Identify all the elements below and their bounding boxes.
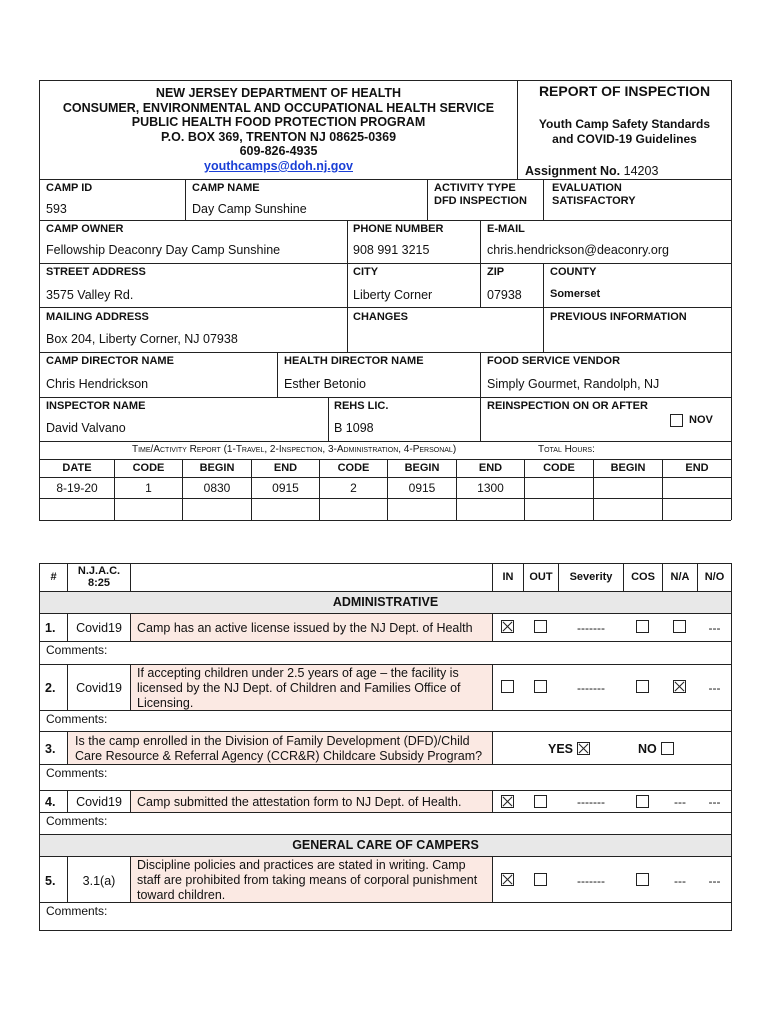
col-out: OUT <box>529 571 553 583</box>
agency-header <box>40 86 517 174</box>
item2-cos-checkbox[interactable] <box>636 680 649 693</box>
item-text-line: Licensing. <box>137 696 194 710</box>
camp-id-value: 593 <box>46 202 67 216</box>
email-label: E-MAIL <box>487 223 525 235</box>
health-director-value: Esther Betonio <box>284 377 366 391</box>
item5-in-checkbox[interactable] <box>501 873 514 886</box>
street-value: 3575 Valley Rd. <box>46 288 134 302</box>
col-na: N/A <box>670 571 690 583</box>
item-text-line: staff are prohibited from taking means of corporal punishment <box>137 873 478 887</box>
col-end-3: END <box>685 462 709 474</box>
item-number: 3. <box>45 742 56 756</box>
time-cell: 0915 <box>408 481 436 495</box>
item-text-line: toward children. <box>137 888 226 902</box>
time-cell: 1300 <box>477 481 504 495</box>
camp-name-value: Day Camp Sunshine <box>192 202 307 216</box>
item1-no: --- <box>708 621 721 635</box>
col-severity: Severity <box>569 571 613 583</box>
item3-yes-label: YES <box>548 742 574 756</box>
inspector-label: INSPECTOR NAME <box>46 400 146 412</box>
item3-no-checkbox[interactable] <box>661 742 674 755</box>
city-value: Liberty Corner <box>353 288 433 302</box>
item-text-line: licensed by the NJ Dept. of Children and Families Office of <box>137 681 461 695</box>
col-begin-3: BEGIN <box>610 462 646 474</box>
item-code: Covid19 <box>76 681 122 695</box>
section-administrative: ADMINISTRATIVE <box>332 595 439 609</box>
item-text: Camp has an active license issued by the NJ Dept. of Health <box>137 621 473 635</box>
item2-severity: ------- <box>577 681 605 695</box>
item-text-line: Discipline policies and practices are stated in writing. Camp <box>137 858 466 872</box>
item4-cos-checkbox[interactable] <box>636 795 649 808</box>
item-text: Camp submitted the attestation form to NJ Dept. of Health. <box>137 795 462 809</box>
assignment <box>525 164 658 178</box>
county-value: Somerset <box>550 288 601 300</box>
col-njac <box>68 565 130 589</box>
agency-phone: 609-826-4935 <box>239 144 318 159</box>
item2-comments-label: Comments: <box>46 712 108 726</box>
camp-id-label: CAMP ID <box>46 182 93 194</box>
food-vendor-label: FOOD SERVICE VENDOR <box>487 355 621 367</box>
item5-na: --- <box>674 874 686 888</box>
mailing-value: Box 204, Liberty Corner, NJ 07938 <box>46 332 238 346</box>
item-text <box>137 858 477 903</box>
time-cell: 2 <box>350 481 357 495</box>
col-no: N/O <box>704 571 725 583</box>
item4-na: --- <box>674 795 686 809</box>
item2-in-checkbox[interactable] <box>501 680 514 693</box>
street-label: STREET ADDRESS <box>46 266 146 278</box>
evaluation <box>552 182 636 208</box>
col-njac-line-1: N.J.A.C. <box>77 565 121 577</box>
item-text <box>75 734 482 763</box>
col-code-3: CODE <box>543 462 575 474</box>
item-text-line: If accepting children under 2.5 years of age – the facility is <box>137 666 459 680</box>
item-number: 1. <box>45 621 56 635</box>
time-cell: 0915 <box>272 481 299 495</box>
previous-info-label: PREVIOUS INFORMATION <box>550 311 687 323</box>
changes-label: CHANGES <box>353 311 409 323</box>
report-title: REPORT OF INSPECTION <box>538 83 711 99</box>
item3-no-label: NO <box>638 742 657 756</box>
item1-na-checkbox[interactable] <box>673 620 686 633</box>
col-num: # <box>50 571 57 583</box>
item5-cos-checkbox[interactable] <box>636 873 649 886</box>
item2-out-checkbox[interactable] <box>534 680 547 693</box>
item5-severity: ------- <box>577 874 605 888</box>
item4-comments-label: Comments: <box>46 814 108 828</box>
item1-comments-label: Comments: <box>46 643 108 657</box>
item-code: Covid19 <box>76 621 122 635</box>
subtitle-line-1: Youth Camp Safety Standards <box>538 117 711 131</box>
col-end-1: END <box>273 462 298 474</box>
agency-email-link[interactable]: youthcamps@doh.nj.gov <box>204 158 353 173</box>
item1-out-checkbox[interactable] <box>534 620 547 633</box>
item1-in-checkbox[interactable] <box>501 620 514 633</box>
item4-in-checkbox[interactable] <box>501 795 514 808</box>
time-report-title <box>132 444 456 455</box>
city-label: CITY <box>353 266 379 278</box>
total-hours-label: Total Hours: <box>538 444 595 455</box>
inspector-value: David Valvano <box>46 421 126 435</box>
zip-value: 07938 <box>487 288 522 302</box>
item-text <box>137 666 461 711</box>
agency-program: PUBLIC HEALTH FOOD PROTECTION PROGRAM <box>131 115 426 130</box>
health-director-label: HEALTH DIRECTOR NAME <box>284 355 424 367</box>
owner-value: Fellowship Deaconry Day Camp Sunshine <box>46 243 281 257</box>
assignment-label: Assignment No. <box>525 164 621 178</box>
col-cos: COS <box>631 571 655 583</box>
item1-severity: ------- <box>577 621 605 635</box>
col-begin-1: BEGIN <box>199 462 235 474</box>
rehs-label: REHS LIC. <box>334 400 389 412</box>
agency-address: P.O. BOX 369, TRENTON NJ 08625-0369 <box>160 129 397 144</box>
rehs-value: B 1098 <box>334 421 374 435</box>
item1-cos-checkbox[interactable] <box>636 620 649 633</box>
item-text-line: Is the camp enrolled in the Division of Family Development (DFD)/Child <box>75 734 470 748</box>
item5-out-checkbox[interactable] <box>534 873 547 886</box>
item-number: 2. <box>45 681 56 695</box>
item5-comments-label: Comments: <box>46 904 108 918</box>
item4-out-checkbox[interactable] <box>534 795 547 808</box>
phone-label: PHONE NUMBER <box>353 223 444 235</box>
director-label: CAMP DIRECTOR NAME <box>46 355 174 367</box>
reinspection-label: REINSPECTION ON OR AFTER <box>487 400 648 412</box>
food-vendor-value: Simply Gourmet, Randolph, NJ <box>487 377 660 391</box>
item-number: 4. <box>45 795 56 809</box>
item2-no: --- <box>708 681 721 695</box>
item-code: Covid19 <box>76 795 122 809</box>
zip-label: ZIP <box>487 266 505 278</box>
camp-name-label: CAMP NAME <box>192 182 260 194</box>
col-code-2: CODE <box>337 462 370 474</box>
time-cell: 1 <box>145 481 152 495</box>
activity-type-label: ACTIVITY TYPE <box>434 182 516 194</box>
county-label: COUNTY <box>550 266 597 278</box>
email-value: chris.hendrickson@deaconry.org <box>487 243 669 257</box>
mailing-label: MAILING ADDRESS <box>46 311 149 323</box>
item3-yes-checkbox[interactable] <box>577 742 590 755</box>
nov-label: NOV <box>689 414 713 426</box>
report-subtitle <box>518 117 731 147</box>
item5-no: --- <box>708 874 721 888</box>
item-text-line: Care Resource & Referral Agency (CCR&R) Childcare Subsidy Program? <box>75 748 483 763</box>
col-njac-line-2: 8:25 <box>87 577 111 589</box>
item-number: 5. <box>45 874 56 888</box>
director-value: Chris Hendrickson <box>46 377 149 391</box>
item4-severity: ------- <box>577 795 605 809</box>
col-code-1: CODE <box>132 462 165 474</box>
item4-no: --- <box>708 795 721 809</box>
evaluation-value: SATISFACTORY <box>552 195 636 207</box>
time-report-title-text: Time/Activity Report (1-Travel, 2-Inspection, 3-Administration, 4-Personal) <box>132 444 457 455</box>
owner-label: CAMP OWNER <box>46 223 124 235</box>
nov-checkbox[interactable] <box>670 414 683 427</box>
evaluation-label: EVALUATION <box>552 182 622 194</box>
item-code: 3.1(a) <box>82 874 116 888</box>
time-cell: 8-19-20 <box>56 481 98 495</box>
section-general-care: GENERAL CARE OF CAMPERS <box>292 838 479 852</box>
col-end-2: END <box>478 462 503 474</box>
subtitle-line-2: and COVID-19 Guidelines <box>552 132 697 146</box>
agency-name: NEW JERSEY DEPARTMENT OF HEALTH <box>155 86 402 100</box>
assignment-number: 14203 <box>623 164 659 178</box>
time-cell: 0830 <box>203 481 231 495</box>
activity-type <box>434 182 527 208</box>
agency-division: CONSUMER, ENVIRONMENTAL AND OCCUPATIONAL HEALTH SERVICE <box>62 100 495 115</box>
activity-type-value: DFD INSPECTION <box>434 195 527 207</box>
col-begin-2: BEGIN <box>404 462 440 474</box>
phone-value: 908 991 3215 <box>353 243 430 257</box>
col-in: IN <box>502 571 514 583</box>
item3-comments-label: Comments: <box>46 766 108 780</box>
col-date: DATE <box>62 462 92 474</box>
item2-na-checkbox[interactable] <box>673 680 686 693</box>
